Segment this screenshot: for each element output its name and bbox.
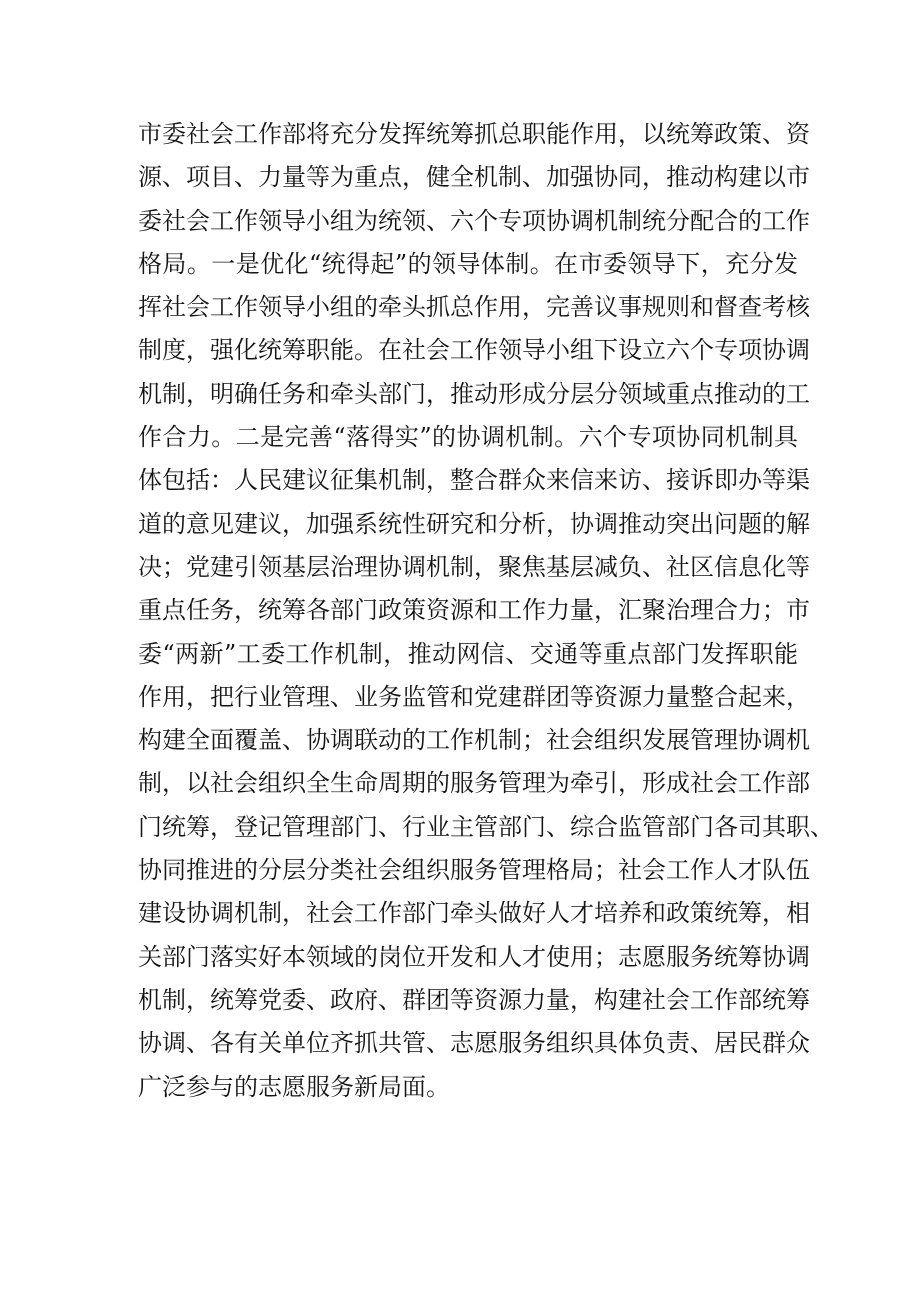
text-line: 委“两新”工委工作机制，推动网信、交通等重点部门发挥职能	[138, 639, 798, 668]
text-line: 制，以社会组织全生命周期的服务管理为牵引，形成社会工作部	[138, 769, 810, 798]
text-line: 协调、各有关单位齐抓共管、志愿服务组织具体负责、居民群众	[138, 1029, 810, 1058]
text-line: 格局。一是优化“统得起”的领导体制。在市委领导下，充分发	[138, 249, 798, 278]
text-line: 广泛参与的志愿服务新局面。	[138, 1072, 450, 1101]
text-line: 制度，强化统筹职能。在社会工作领导小组下设立六个专项协调	[138, 336, 810, 365]
text-line: 市委社会工作部将充分发挥统筹抓总职能作用，以统筹政策、资	[138, 120, 810, 148]
text-line: 挥社会工作领导小组的牵头抓总作用，完善议事规则和督查考核	[138, 293, 810, 322]
text-line: 重点任务，统筹各部门政策资源和工作力量，汇聚治理合力；市	[138, 596, 810, 625]
text-line: 机制，明确任务和牵头部门，推动形成分层分领域重点推动的工	[138, 379, 810, 408]
text-line: 关部门落实好本领域的岗位开发和人才使用；志愿服务统筹协调	[138, 942, 810, 971]
body-paragraph	[138, 113, 834, 1109]
text-line: 体包括：人民建议征集机制，整合群众来信来访、接诉即办等渠	[138, 466, 810, 495]
text-line: 委社会工作领导小组为统领、六个专项协调机制统分配合的工作	[138, 206, 810, 235]
text-line: 门统筹，登记管理部门、行业主管部门、综合监管部门各司其职、	[138, 812, 834, 841]
text-line: 作用，把行业管理、业务监管和党建群团等资源力量整合起来，	[138, 682, 810, 711]
text-line: 源、项目、力量等为重点，健全机制、加强协同，推动构建以市	[138, 163, 810, 192]
text-line: 机制，统筹党委、政府、群团等资源力量，构建社会工作部统筹	[138, 985, 810, 1014]
text-line: 决；党建引领基层治理协调机制，聚焦基层减负、社区信息化等	[138, 552, 810, 581]
text-line: 协同推进的分层分类社会组织服务管理格局；社会工作人才队伍	[138, 856, 810, 885]
text-line: 构建全面覆盖、协调联动的工作机制；社会组织发展管理协调机	[138, 726, 810, 755]
text-line: 道的意见建议，加强系统性研究和分析，协调推动突出问题的解	[138, 509, 810, 538]
text-line: 建设协调机制，社会工作部门牵头做好人才培养和政策统筹，相	[138, 899, 810, 928]
text-line: 作合力。二是完善“落得实”的协调机制。六个专项协同机制具	[138, 423, 798, 452]
